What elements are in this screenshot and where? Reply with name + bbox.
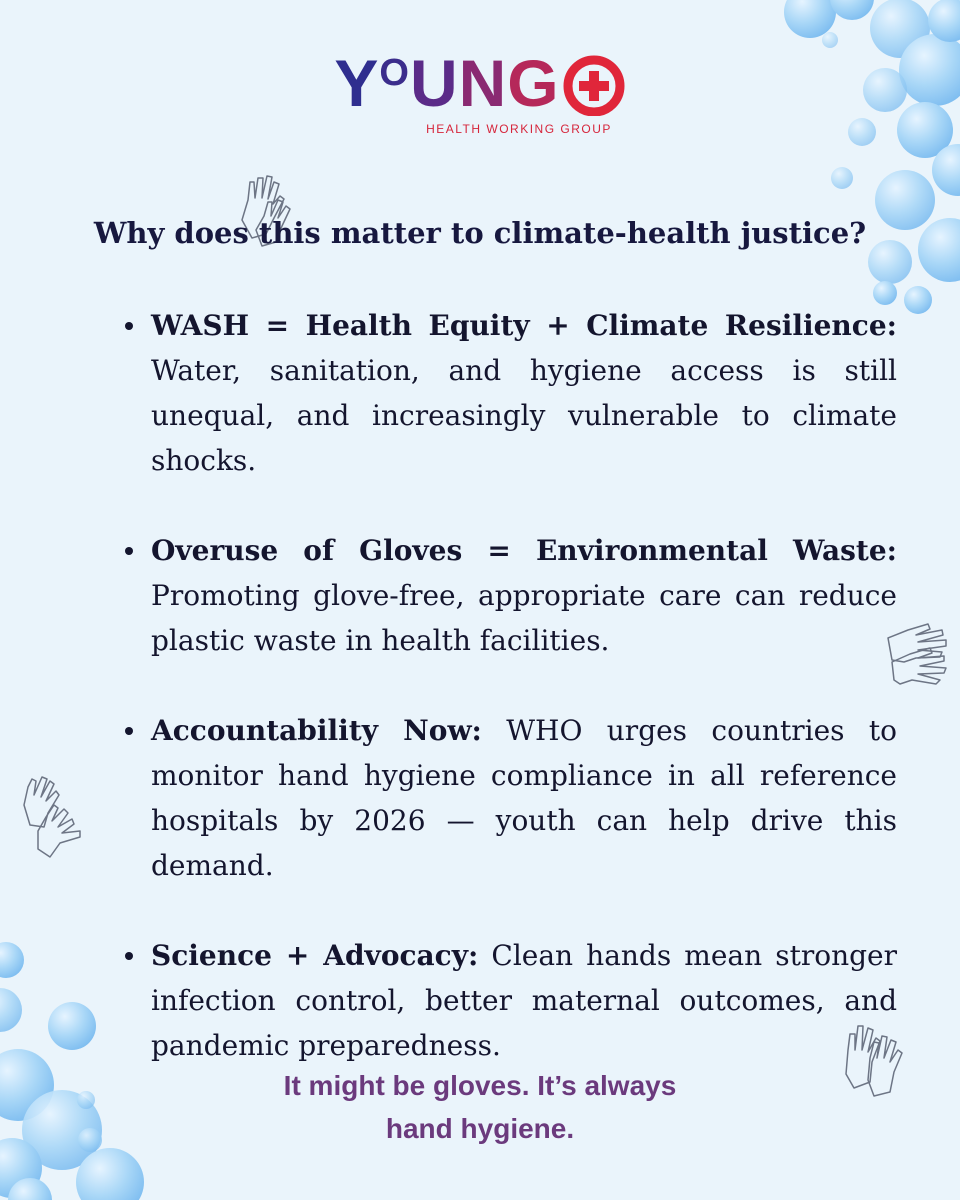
youngo-logo bbox=[0, 46, 960, 136]
point-title: Overuse of Gloves = Environmental Waste: bbox=[151, 534, 897, 567]
point-title: Science + Advocacy: bbox=[151, 939, 479, 972]
point-text: Clean hands mean stronger infection control, better maternal outcomes, and pandemic preparedness. bbox=[151, 939, 897, 1062]
logo-wordmark bbox=[334, 46, 625, 120]
point-title: WASH = Health Equity + Climate Resilience: bbox=[151, 309, 897, 342]
logo-letter-g: G bbox=[507, 46, 560, 120]
point-text: Promoting glove-free, appropriate care can reduce plastic waste in health facilities. bbox=[151, 579, 897, 657]
point-title: Accountability Now: bbox=[151, 714, 482, 747]
closing-tagline bbox=[0, 1064, 960, 1150]
point-gloves bbox=[151, 528, 897, 663]
logo-subtitle: HEALTH WORKING GROUP bbox=[426, 122, 612, 136]
point-accountability bbox=[151, 708, 897, 888]
logo-letter-u: U bbox=[409, 46, 459, 120]
medical-cross-icon bbox=[562, 52, 626, 116]
closing-line-1: It might be gloves. It’s always bbox=[283, 1070, 677, 1101]
gloves-icon bbox=[24, 777, 80, 857]
closing-line-2: hand hygiene. bbox=[385, 1113, 575, 1144]
point-text: WHO urges countries to monitor hand hygiene compliance in all reference hospitals by 2026 — youth can help drive this demand. bbox=[151, 714, 898, 882]
logo-letter-o: O bbox=[379, 52, 410, 94]
point-wash bbox=[151, 303, 897, 483]
logo-letter-n: N bbox=[458, 46, 508, 120]
point-science bbox=[151, 933, 897, 1068]
page-heading: Why does this matter to climate-health justice? bbox=[93, 216, 867, 250]
key-points-list bbox=[118, 303, 897, 1068]
logo-letter-y: Y bbox=[334, 46, 380, 120]
point-text: Water, sanitation, and hygiene access is still unequal, and increasingly vulnerable to climate shocks. bbox=[151, 354, 897, 477]
